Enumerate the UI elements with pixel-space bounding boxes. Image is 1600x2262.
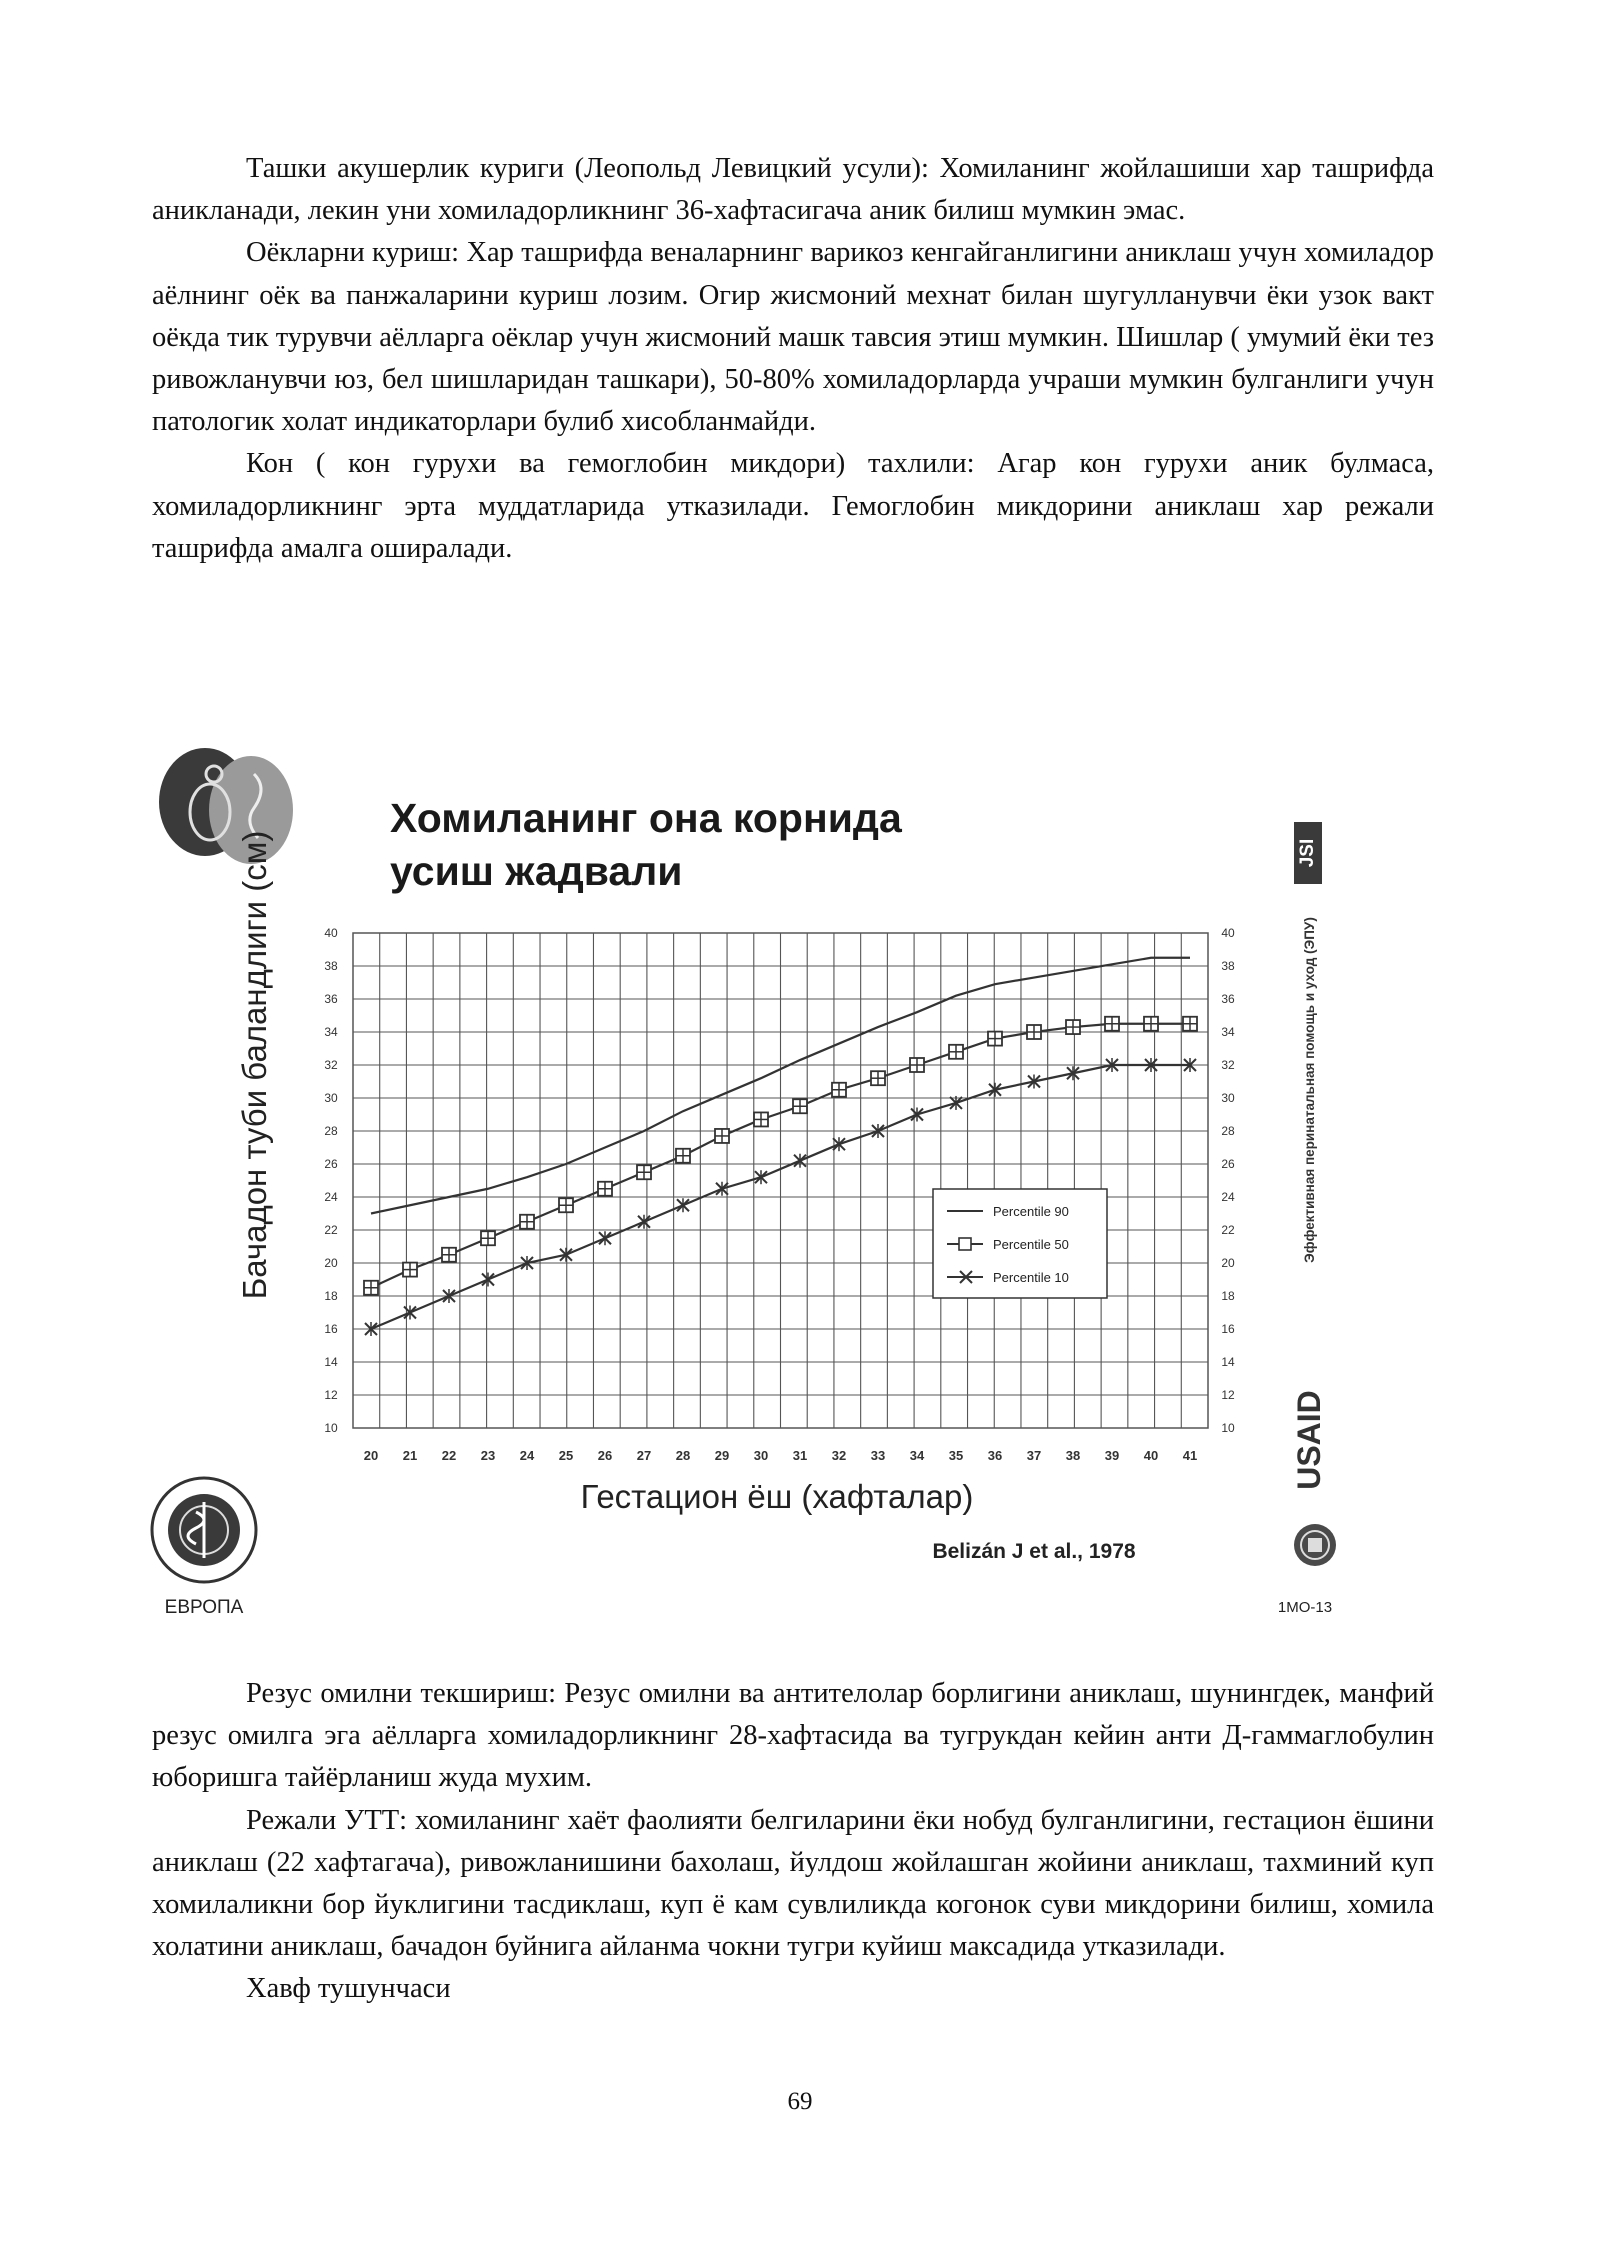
x-tick-label: 41 bbox=[1182, 1448, 1198, 1463]
y-tick-label-left: 34 bbox=[324, 1025, 338, 1039]
figure-citation: Belizán J et al., 1978 bbox=[932, 1540, 1136, 1563]
x-tick-label: 30 bbox=[753, 1448, 769, 1463]
x-tick-label: 35 bbox=[948, 1448, 964, 1463]
paragraph-blood: Кон ( кон гурухи ва гемоглобин микдори) тахлили: Агар кон гурухи аник булмаса, хомиладорликнинг эрта муддатларида утказилади. Гемоглобин микдорини аниклаш хар режали ташрифда амалга оширалади. bbox=[152, 448, 1434, 564]
y-tick-label-right: 34 bbox=[1221, 1025, 1235, 1039]
y-tick-label-left: 12 bbox=[324, 1388, 338, 1402]
y-tick-label-left: 14 bbox=[324, 1355, 338, 1369]
x-tick-label: 34 bbox=[909, 1448, 925, 1463]
x-tick-label: 37 bbox=[1026, 1448, 1042, 1463]
y-tick-label-left: 30 bbox=[324, 1091, 338, 1105]
y-tick-label-left: 40 bbox=[324, 926, 338, 940]
y-tick-label-left: 28 bbox=[324, 1124, 338, 1138]
y-tick-label-right: 22 bbox=[1221, 1223, 1235, 1237]
x-tick-label: 32 bbox=[831, 1448, 847, 1463]
figure-title: Хомиланинг она корнида усиш жадвали bbox=[390, 795, 902, 894]
page-number: 69 bbox=[787, 2088, 813, 2115]
y-tick-label-right: 28 bbox=[1221, 1124, 1235, 1138]
x-tick-label: 20 bbox=[363, 1448, 379, 1463]
y-tick-label-right: 16 bbox=[1221, 1322, 1235, 1336]
x-tick-label: 29 bbox=[714, 1448, 730, 1463]
x-tick-label: 39 bbox=[1104, 1448, 1120, 1463]
x-tick-label: 31 bbox=[792, 1448, 808, 1463]
text-block-top bbox=[152, 148, 1434, 570]
legend-marker-square bbox=[959, 1238, 971, 1250]
usaid-seal-icon bbox=[1294, 1524, 1336, 1566]
paragraph-rhesus: Резус омилни текшириш: Резус омилни ва антителолар борлигини аниклаш, шунингдек, манфий резус омилга эга аёлларга хомиладорликнинг 28-хафтасида ва тугрукдан кейин анти Д-гаммаглобулин юборишга тайёрланиш жуда мухим. bbox=[152, 1678, 1434, 1794]
paragraph-legs: Оёкларни куриш: Хар ташрифда веналарнинг варикоз кенгайганлигини аниклаш учун хомиладор аёлнинг оёк ва панжаларини куриш лозим. Огир жисмоний мехнат билан шугулланувчи ёки узок вакт оёкда тик турувчи аёлларга оёклар учун жисмоний машк тавсия этиш мумкин. Шишлар ( умумий ёки тез ривожланувчи юз, бел шишларидан ташкари), 50-80% хомиладорларда учраши мумкин булганлиги учун патологик холат индикаторлари булиб хисобланмайди. bbox=[152, 237, 1434, 438]
y-tick-label-left: 24 bbox=[324, 1190, 338, 1204]
y-tick-label-right: 32 bbox=[1221, 1058, 1235, 1072]
y-tick-label-right: 36 bbox=[1221, 992, 1235, 1006]
x-tick-label: 38 bbox=[1065, 1448, 1081, 1463]
chart-ylabel: Бачадон туби баландлиги (см) bbox=[236, 830, 273, 1300]
epu-vertical-text: Эффективная перинатальная помощь и уход (ЭПУ) bbox=[1302, 917, 1317, 1263]
who-europe-label: ЕВРОПА bbox=[164, 1597, 244, 1618]
figure-code: 1МО-13 bbox=[1277, 1599, 1333, 1616]
legend-label: Percentile 10 bbox=[993, 1270, 1069, 1285]
y-tick-label-left: 32 bbox=[324, 1058, 338, 1072]
x-tick-label: 22 bbox=[441, 1448, 457, 1463]
x-tick-label: 21 bbox=[402, 1448, 418, 1463]
y-tick-label-left: 26 bbox=[324, 1157, 338, 1171]
y-tick-label-left: 36 bbox=[324, 992, 338, 1006]
y-tick-label-left: 10 bbox=[324, 1421, 338, 1435]
y-tick-label-right: 12 bbox=[1221, 1388, 1235, 1402]
growth-chart-figure bbox=[150, 740, 1350, 1630]
chart-xlabel: Гестацион ёш (хафталар) bbox=[580, 1478, 974, 1515]
y-tick-label-right: 10 bbox=[1221, 1421, 1235, 1435]
x-tick-label: 24 bbox=[519, 1448, 535, 1463]
who-europe-logo bbox=[152, 1478, 256, 1582]
y-tick-label-left: 22 bbox=[324, 1223, 338, 1237]
x-tick-label: 27 bbox=[636, 1448, 652, 1463]
chart-grid bbox=[353, 933, 1208, 1428]
paragraph-risk-heading: Хавф тушунчаси bbox=[246, 1973, 451, 2005]
x-tick-label: 23 bbox=[480, 1448, 496, 1463]
x-tick-label: 36 bbox=[987, 1448, 1003, 1463]
legend-label: Percentile 50 bbox=[993, 1237, 1069, 1252]
x-tick-label: 26 bbox=[597, 1448, 613, 1463]
jsi-logo-text: JSI bbox=[1297, 838, 1318, 868]
legend-label: Percentile 90 bbox=[993, 1204, 1069, 1219]
y-tick-label-left: 20 bbox=[324, 1256, 338, 1270]
y-tick-label-right: 26 bbox=[1221, 1157, 1235, 1171]
y-tick-label-left: 16 bbox=[324, 1322, 338, 1336]
y-tick-label-right: 24 bbox=[1221, 1190, 1235, 1204]
paragraph-leopold: Ташки акушерлик куриги (Леопольд Левицкий усули): Хомиланинг жойлашиши хар ташрифда аникланади, лекин уни хомиладорликнинг 36-хафтасигача аник билиш мумкин эмас. bbox=[152, 153, 1434, 227]
x-tick-label: 40 bbox=[1143, 1448, 1159, 1463]
y-tick-label-right: 18 bbox=[1221, 1289, 1235, 1303]
y-tick-label-left: 38 bbox=[324, 959, 338, 973]
y-tick-label-right: 30 bbox=[1221, 1091, 1235, 1105]
y-tick-label-right: 20 bbox=[1221, 1256, 1235, 1270]
chart-legend bbox=[933, 1189, 1107, 1298]
text-block-bottom bbox=[152, 1673, 1434, 2011]
usaid-logo-text: USAID bbox=[1291, 1390, 1327, 1490]
x-tick-label: 28 bbox=[675, 1448, 691, 1463]
y-tick-label-left: 18 bbox=[324, 1289, 338, 1303]
y-tick-label-right: 14 bbox=[1221, 1355, 1235, 1369]
x-tick-label: 33 bbox=[870, 1448, 886, 1463]
y-tick-label-right: 40 bbox=[1221, 926, 1235, 940]
y-tick-label-right: 38 bbox=[1221, 959, 1235, 973]
x-tick-label: 25 bbox=[558, 1448, 574, 1463]
paragraph-ultrasound: Режали УТТ: хомиланинг хаёт фаолияти белгиларини ёки нобуд булганлигини, гестацион ёшини аниклаш (22 хафтагача), ривожланишини бахолаш, йулдош жойлашган жойини аниклаш, тахминий куп хомилаликни бор йуклигини тасдиклаш, куп ё кам сувлиликда когонок суви микдорини билиш, хомила холатини аниклаш, бачадон буйнига айланма чокни тугри куйиш максадида утказилади. bbox=[152, 1804, 1434, 1963]
